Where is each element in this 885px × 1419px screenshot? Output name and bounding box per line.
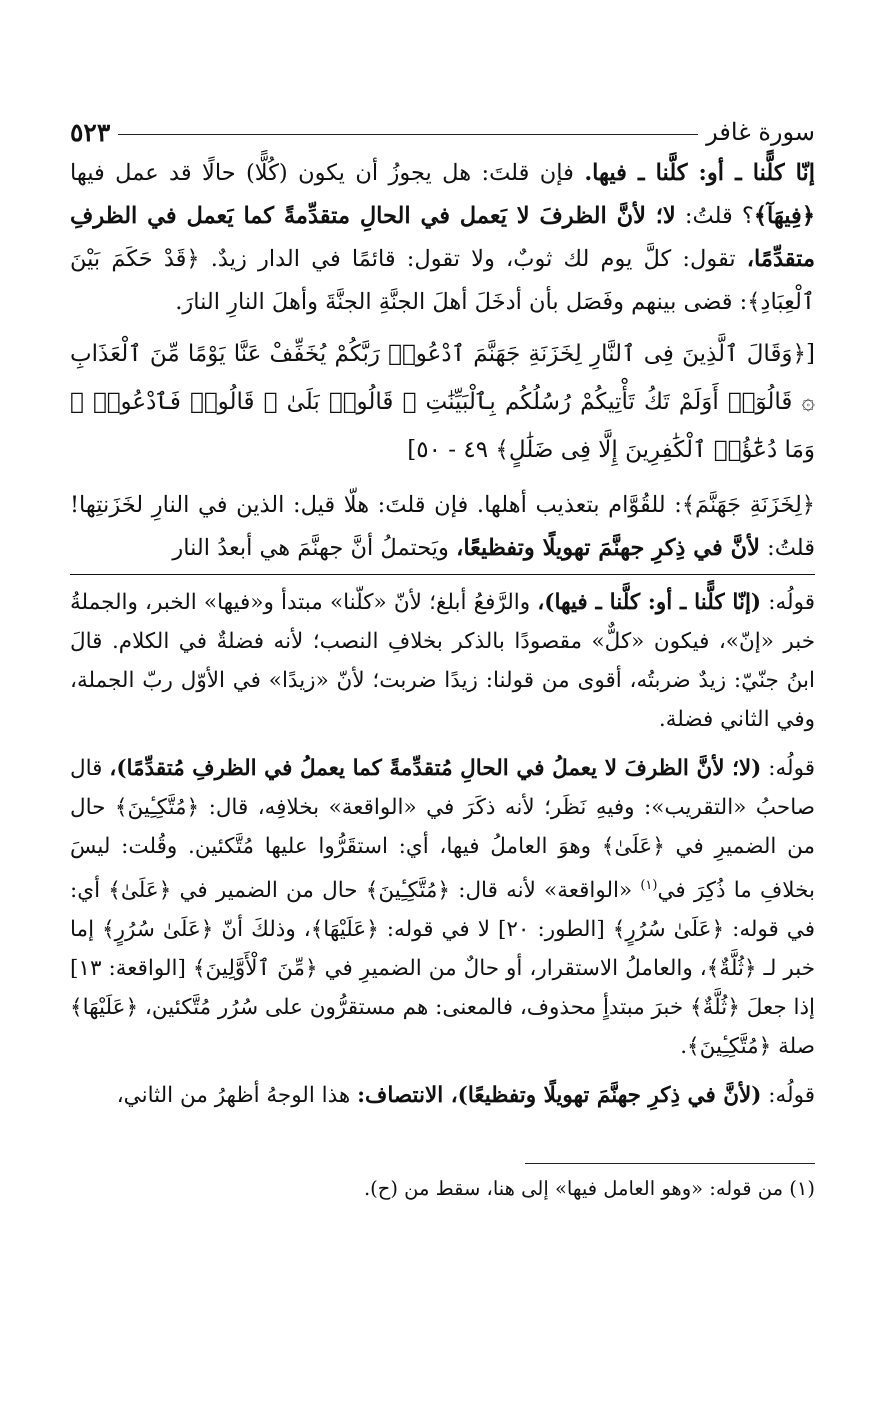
- main-paragraph-2: [70, 484, 815, 570]
- quoted-phrase: (إنّا كلًّنا ـ أو: كلَّنا ـ فيها)،: [537, 590, 762, 615]
- page-header: [70, 112, 815, 152]
- text-segment: ﴿لِخَزَنَةِ جَهَنَّمَ﴾: للقُوَّام بتعذيب أهلها. فإن قلتَ: هلّا قيل: الذين في النارِ لخَزَنتِها! قلتُ:: [70, 492, 815, 561]
- page-number: ٥٢٣: [70, 117, 111, 147]
- text-segment: والرَّفعُ أبلغ؛ لأنّ «كلّنا» مبتدأ و«فيها» الخبر، والجملةُ خبر «إنّ»، فيكون «كلٌّ» مقصودًا بالذكر بخلافِ النصب؛ لأنه فضلةٌ في الكلام. قالَ ابنُ جنّيّ: زيدٌ ضربتُه، أقوى من قولنا: زيدًا ضربت؛ لأنّ «زيدًا» في الأوّل ربّ الجملة، وفي الثاني فضلة.: [70, 590, 815, 732]
- text-segment: هذا الوجهُ أظهرُ من الثاني،: [116, 1083, 358, 1109]
- footnote-marker: (١): [640, 878, 658, 893]
- quran-verses-block: [﴿وَقَالَ ٱلَّذِينَ فِى ٱلنَّارِ لِخَزَنَةِ جَهَنَّمَ ٱدْعُوا۟ رَبَّكُمْ يُخَفِّفْ عَنَّا يَوْمًا مِّنَ ٱلْعَذَابِ ۞ قَالُوٓا۟ أَوَلَمْ تَكُ تَأْتِيكُمْ رُسُلُكُم بِٱلْبَيِّنَٰتِ ۖ قَالُوا۟ بَلَىٰ ۚ قَالُوا۟ فَٱدْعُوا۟ ۗ وَمَا دُعَٰٓؤُا۟ ٱلْكَٰفِرِينَ إِلَّا فِى ضَلَٰلٍ﴾ ٤٩ - ٥٠]: [70, 341, 815, 463]
- text-segment: قولُه:: [761, 590, 815, 615]
- commentary-paragraph-1: [70, 583, 815, 739]
- quoted-phrase: (لا؛ لأنَّ الظرفَ لا يعملُ في الحالِ مُتقدِّمةً كما يعملُ في الظرفِ مُتقدِّمًا)،: [109, 756, 762, 781]
- main-paragraph-1: [70, 152, 815, 324]
- text-segment: ويَحتملُ أنَّ جهنَّمَ هي أبعدُ النار: [172, 535, 457, 561]
- bold-answer: لأنَّ في ذِكرِ جهنَّمَ تهويلًا وتفظيعًا،: [456, 535, 760, 561]
- text-segment: قال صاحبُ «التقريب»: وفيهِ نَظَر؛ لأنه ذكَرَ في «الواقعة» بخلافِه، قال: ﴿مُتَّكِـِٔينَ﴾ حال من الضميرِ في ﴿عَلَىٰ﴾ وهوَ العاملُ فيها، أي: استقَرُّوا عليها مُتَّكئين. وقُلت: ليسَ بخلافِ ما ذُكِرَ في: [70, 756, 815, 904]
- commentary-paragraph-2: [70, 749, 815, 1066]
- text-segment: تقول: كلَّ يوم لك ثوبٌ، ولا تقول: قائمًا في الدار زيدٌ. ﴿قَدْ حَكَمَ بَيْنَ ٱلْعِبَادِ﴾: قضى بينهم وفَصَل بأن أدخَلَ أهلَ الجنَّةِ الجنَّةَ وأهلَ النارِ النارَ.: [70, 246, 815, 315]
- footnote-rule: [525, 1163, 815, 1164]
- surah-title: سورة غافر: [706, 118, 815, 146]
- text-segment: ؟ قلتُ:: [675, 203, 754, 229]
- page: [70, 112, 815, 1204]
- bold-answer: لا؛ لأنَّ الظرفَ لا يَعمل في الحالِ متقدِّمةً كما يَعمل في الظرفِ متقدِّمًا،: [70, 203, 815, 272]
- quoted-phrase: إنّا كلًّنا ـ أو: كلَّنا ـ فيها.: [584, 160, 815, 186]
- footnote: (١) من قوله: «وهو العامل فيها» إلى هنا، سقط من (ح).: [363, 1177, 815, 1201]
- text-segment: قولُه:: [761, 756, 815, 781]
- commentary-paragraph-3: [70, 1076, 815, 1115]
- quoted-phrase: (لأنَّ في ذِكرِ جهنَّمَ تهويلًا وتفظيعًا)، الانتصاف:: [357, 1083, 762, 1109]
- text-segment: قولُه:: [761, 1083, 815, 1109]
- text-segment: فإن قلتَ: هل يجوزُ أن يكون (كُلًّا) حالًا قد عمل فيها: [70, 160, 585, 186]
- main-commentary-divider: [70, 574, 815, 575]
- header-rule: [118, 134, 698, 135]
- text-segment: «الواقعة» لأنه قال: ﴿مُتَّكِـِٔينَ﴾ حال من الضمير في ﴿عَلَىٰ﴾ أي: في قوله: ﴿عَلَىٰ سُرُرٍ﴾ [الطور: ٢٠] لا في قوله: ﴿عَلَيْهَا﴾، وذلكَ أنّ ﴿عَلَىٰ سُرُرٍ﴾ إما خبر لـ ﴿ثُلَّةٌ﴾، والعاملُ الاستقرار، أو حالٌ من الضميرِ في ﴿مِّنَ ٱلْأَوَّلِينَ﴾ [الواقعة: ١٣] إذا جعلَ ﴿ثُلَّةٌ﴾ خبرَ مبتدأٍ محذوف، فالمعنى: هم مستقرُّون على سُرُر مُتَّكئين، ﴿عَلَيْهَا﴾ صلة ﴿مُتَّكِـِٔينَ﴾.: [70, 878, 816, 1060]
- quran-word: ﴿فِيهَآ﴾: [753, 203, 815, 229]
